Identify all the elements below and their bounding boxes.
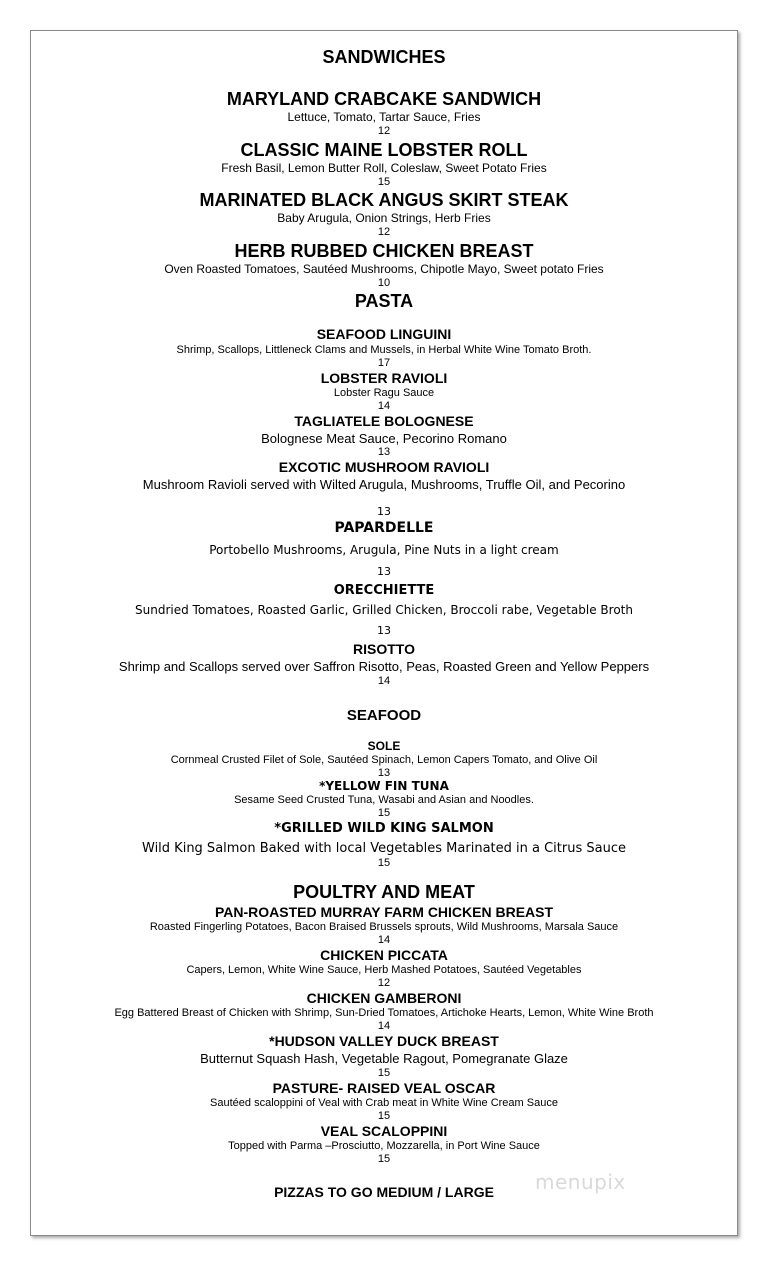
- poultry-3-name: CHICKEN GAMBERONI: [306, 990, 462, 1006]
- sandwich-3-name: MARINATED BLACK ANGUS SKIRT STEAK: [199, 190, 569, 210]
- pasta-4-price: 13: [377, 505, 391, 518]
- pasta-3-price: 13: [377, 446, 391, 458]
- poultry-4-name: *HUDSON VALLEY DUCK BREAST: [269, 1033, 499, 1049]
- seafood-1-price: 13: [377, 767, 391, 779]
- sandwich-4-price: 10: [377, 277, 391, 289]
- sandwich-2-name: CLASSIC MAINE LOBSTER ROLL: [240, 140, 528, 160]
- poultry-1-desc: Roasted Fingerling Potatoes, Bacon Braised Brussels sprouts, Wild Mushrooms, Marsala Sauce: [149, 921, 619, 933]
- pizzas-heading: PIZZAS TO GO MEDIUM / LARGE: [274, 1184, 494, 1200]
- poultry-5-name: PASTURE- RAISED VEAL OSCAR: [272, 1080, 496, 1096]
- seafood-3-name: *GRILLED WILD KING SALMON: [274, 821, 494, 836]
- poultry-5-desc: Sautéed scaloppini of Veal with Crab meat in White Wine Cream Sauce: [210, 1097, 558, 1109]
- sandwiches-heading: SANDWICHES: [322, 47, 446, 67]
- pasta-5-price: 13: [377, 565, 391, 578]
- pasta-1-name: SEAFOOD LINGUINI: [316, 326, 452, 342]
- seafood-3-price: 15: [377, 857, 391, 869]
- seafood-heading: SEAFOOD: [346, 707, 422, 724]
- pasta-5-name: PAPARDELLE: [334, 520, 434, 536]
- watermark: menupix: [535, 1170, 626, 1194]
- pasta-6-name: ORECCHIETTE: [333, 583, 435, 598]
- pasta-1-desc: Shrimp, Scallops, Littleneck Clams and Mussels, in Herbal White Wine Tomato Broth.: [176, 344, 592, 356]
- pasta-3-desc: Bolognese Meat Sauce, Pecorino Romano: [261, 431, 507, 446]
- pasta-7-price: 14: [377, 675, 391, 687]
- pasta-6-price: 13: [377, 624, 391, 637]
- seafood-1-desc: Cornmeal Crusted Filet of Sole, Sautéed Spinach, Lemon Capers Tomato, and Olive Oil: [170, 754, 598, 766]
- poultry-1-price: 14: [377, 934, 391, 946]
- pasta-6-desc: Sundried Tomatoes, Roasted Garlic, Grilled Chicken, Broccoli rabe, Vegetable Broth: [135, 603, 633, 617]
- poultry-heading: POULTRY AND MEAT: [293, 882, 475, 902]
- sandwich-1-desc: Lettuce, Tomato, Tartar Sauce, Fries: [287, 110, 481, 124]
- seafood-3-desc: Wild King Salmon Baked with local Vegetables Marinated in a Citrus Sauce: [142, 841, 626, 856]
- seafood-1-name: SOLE: [367, 739, 401, 753]
- sandwich-1-price: 12: [377, 125, 391, 137]
- poultry-4-desc: Butternut Squash Hash, Vegetable Ragout, Pomegranate Glaze: [200, 1051, 568, 1066]
- poultry-1-name: PAN-ROASTED MURRAY FARM CHICKEN BREAST: [214, 904, 554, 920]
- pasta-5-desc: Portobello Mushrooms, Arugula, Pine Nuts in a light cream: [209, 543, 559, 557]
- poultry-5-price: 15: [377, 1110, 391, 1122]
- poultry-6-name: VEAL SCALOPPINI: [320, 1123, 448, 1139]
- pasta-4-desc: Mushroom Ravioli served with Wilted Arugula, Mushrooms, Truffle Oil, and Pecorino: [142, 477, 626, 492]
- poultry-6-desc: Topped with Parma –Prosciutto, Mozzarella, in Port Wine Sauce: [228, 1140, 540, 1152]
- pasta-3-name: TAGLIATELE BOLOGNESE: [294, 413, 474, 429]
- seafood-2-name: *YELLOW FIN TUNA: [319, 779, 449, 793]
- seafood-2-price: 15: [377, 807, 391, 819]
- poultry-3-desc: Egg Battered Breast of Chicken with Shrimp, Sun-Dried Tomatoes, Artichoke Hearts, Lemon, White Wine Broth: [114, 1007, 654, 1019]
- poultry-3-price: 14: [377, 1020, 391, 1032]
- pasta-1-price: 17: [377, 357, 391, 369]
- sandwich-4-name: HERB RUBBED CHICKEN BREAST: [234, 241, 534, 261]
- sandwich-3-price: 12: [377, 226, 391, 238]
- pasta-2-name: LOBSTER RAVIOLI: [320, 370, 448, 386]
- pasta-4-name: EXCOTIC MUSHROOM RAVIOLI: [278, 459, 490, 475]
- pasta-7-name: RISOTTO: [353, 641, 415, 657]
- sandwich-4-desc: Oven Roasted Tomatoes, Sautéed Mushrooms, Chipotle Mayo, Sweet potato Fries: [164, 262, 604, 276]
- sandwich-3-desc: Baby Arugula, Onion Strings, Herb Fries: [277, 211, 491, 225]
- pasta-2-desc: Lobster Ragu Sauce: [333, 387, 435, 399]
- sandwich-2-price: 15: [377, 176, 391, 188]
- poultry-2-price: 12: [377, 977, 391, 989]
- sandwich-1-name: MARYLAND CRABCAKE SANDWICH: [226, 89, 542, 109]
- pasta-heading: PASTA: [354, 291, 414, 311]
- poultry-2-name: CHICKEN PICCATA: [320, 947, 448, 963]
- pasta-2-price: 14: [377, 400, 391, 412]
- poultry-6-price: 15: [377, 1153, 391, 1165]
- seafood-2-desc: Sesame Seed Crusted Tuna, Wasabi and Asian and Noodles.: [234, 794, 534, 806]
- sandwich-2-desc: Fresh Basil, Lemon Butter Roll, Coleslaw, Sweet Potato Fries: [221, 161, 547, 175]
- poultry-2-desc: Capers, Lemon, White Wine Sauce, Herb Mashed Potatoes, Sautéed Vegetables: [186, 964, 582, 976]
- poultry-4-price: 15: [377, 1067, 391, 1079]
- pasta-7-desc: Shrimp and Scallops served over Saffron Risotto, Peas, Roasted Green and Yellow Peppers: [118, 659, 650, 674]
